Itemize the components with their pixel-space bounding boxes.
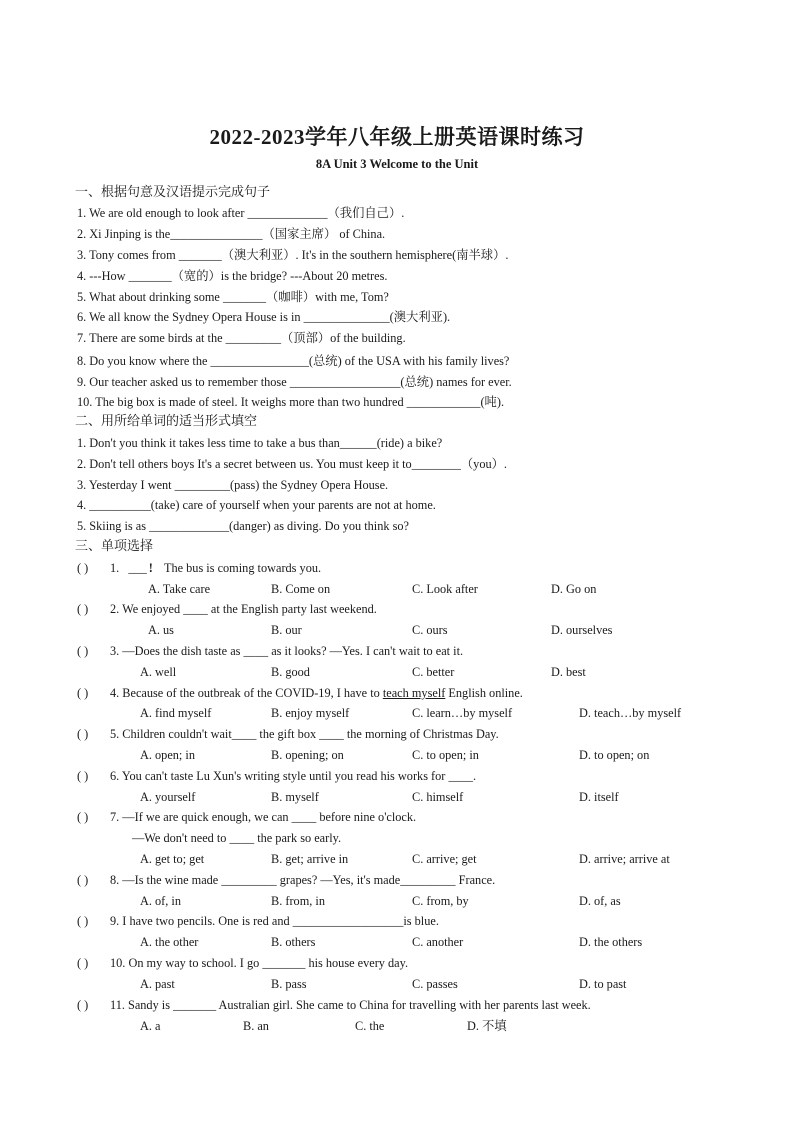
- q3-option-a: A. well: [140, 665, 177, 679]
- q10-option-b: B. pass: [271, 977, 307, 991]
- q11-option-d: D. 不填: [467, 1019, 507, 1033]
- q10-option-a: A. past: [140, 977, 175, 991]
- s2-item-1: 1. Don't you think it takes less time to take a bus than______(ride) a bike?: [77, 436, 443, 450]
- s1-item-6: 6. We all know the Sydney Opera House is in ______________(澳大利亚).: [77, 310, 451, 324]
- q4-option-d: D. teach…by myself: [579, 706, 682, 720]
- q10-answer-paren: ( ): [77, 956, 89, 970]
- q9-option-c: C. another: [412, 935, 464, 949]
- q4-text: [110, 685, 523, 701]
- s1-item-3: 3. Tony comes from _______（澳大利亚）. It's in the southern hemisphere(南半球）.: [77, 248, 509, 262]
- q4-post: English online.: [445, 686, 523, 700]
- s1-item-7: 7. There are some birds at the _________（顶部）of the building.: [77, 331, 406, 345]
- q3-option-b: B. good: [271, 665, 310, 679]
- q2-option-b: B. our: [271, 623, 302, 637]
- q11-option-b: B. an: [243, 1019, 269, 1033]
- section1-heading: 一、根据句意及汉语提示完成句子: [75, 185, 271, 200]
- q6-answer-paren: ( ): [77, 769, 89, 783]
- q5-option-b: B. opening; on: [271, 748, 344, 762]
- q4-options: [133, 705, 733, 721]
- q7-option-b: B. get; arrive in: [271, 852, 349, 866]
- q6-option-c: C. himself: [412, 790, 464, 804]
- q9-option-b: B. others: [271, 935, 316, 949]
- q7-option-a: A. get to; get: [140, 852, 205, 866]
- q5-options: [133, 747, 733, 763]
- s1-item-1: 1. We are old enough to look after _____________（我们自己）.: [77, 206, 405, 220]
- q11-option-a: A. a: [140, 1019, 161, 1033]
- q6-option-a: A. yourself: [140, 790, 196, 804]
- q7-option-d: D. arrive; arrive at: [579, 852, 670, 866]
- q8-answer-paren: ( ): [77, 873, 89, 887]
- q3-options: [133, 664, 733, 680]
- section3-heading: 三、单项选择: [75, 539, 154, 554]
- q8-option-a: A. of, in: [140, 894, 181, 908]
- q7-options: [133, 851, 733, 867]
- q6-options: [133, 789, 733, 805]
- q5-answer-paren: ( ): [77, 727, 89, 741]
- s2-item-4: 4. __________(take) care of yourself when your parents are not at home.: [77, 498, 436, 512]
- q9-answer-paren: ( ): [77, 914, 89, 928]
- q4-answer-paren: ( ): [77, 686, 89, 700]
- q4-option-c: C. learn…by myself: [412, 706, 513, 720]
- q7-continuation: —We don't need to ____ the park so early.: [132, 831, 342, 845]
- q7-text: 7. —If we are quick enough, we can ____ before nine o'clock.: [110, 810, 417, 824]
- q3-answer-paren: ( ): [77, 644, 89, 658]
- q9-option-d: D. the others: [579, 935, 643, 949]
- q5-option-a: A. open; in: [140, 748, 195, 762]
- q2-text: 2. We enjoyed ____ at the English party last weekend.: [110, 602, 377, 616]
- q4-option-a: A. find myself: [140, 706, 212, 720]
- q6-option-d: D. itself: [579, 790, 619, 804]
- s1-item-4: 4. ---How _______（宽的）is the bridge? ---About 20 metres.: [77, 269, 388, 283]
- q2-answer-paren: ( ): [77, 602, 89, 616]
- q1-exclaim: !: [148, 561, 153, 575]
- q1-option-d: D. Go on: [551, 582, 597, 596]
- q2-options: [133, 622, 733, 638]
- page-subtitle: 8A Unit 3 Welcome to the Unit: [315, 157, 479, 171]
- q11-options: [133, 1018, 733, 1034]
- s1-item-10: 10. The big box is made of steel. It weighs more than two hundred ____________(吨).: [77, 395, 505, 409]
- q1-option-b: B. Come on: [271, 582, 331, 596]
- q11-answer-paren: ( ): [77, 998, 89, 1012]
- q1-option-a: A. Take care: [148, 582, 211, 596]
- q1-options: [133, 581, 733, 597]
- q7-answer-paren: ( ): [77, 810, 89, 824]
- q3-option-c: C. better: [412, 665, 455, 679]
- s1-item-8: 8. Do you know where the ________________(总统) of the USA with his family lives?: [77, 354, 510, 368]
- s2-item-2: 2. Don't tell others boys It's a secret between us. You must keep it to________（you）.: [77, 457, 507, 471]
- q10-option-c: C. passes: [412, 977, 458, 991]
- q7-option-c: C. arrive; get: [412, 852, 477, 866]
- q9-text: 9. I have two pencils. One is red and __________________is blue.: [110, 914, 439, 928]
- q5-option-d: D. to open; on: [579, 748, 650, 762]
- s2-item-5: 5. Skiing is as _____________(danger) as diving. Do you think so?: [77, 519, 409, 533]
- q1-blank: ___: [128, 561, 147, 575]
- q8-option-b: B. from, in: [271, 894, 325, 908]
- q3-text: 3. —Does the dish taste as ____ as it looks? —Yes. I can't wait to eat it.: [110, 644, 464, 658]
- s1-item-2: 2. Xi Jinping is the_______________（国家主席） of China.: [77, 227, 386, 241]
- section2-heading: 二、用所给单词的适当形式填空: [75, 414, 258, 429]
- q11-text: 11. Sandy is _______ Australian girl. She came to China for travelling with her parents last week.: [110, 998, 591, 1012]
- q1-rest: The bus is coming towards you.: [163, 561, 322, 575]
- s1-item-5: 5. What about drinking some _______（咖啡）with me, Tom?: [77, 290, 389, 304]
- q6-option-b: B. myself: [271, 790, 319, 804]
- q10-options: [133, 976, 733, 992]
- page-title: 2022-2023学年八年级上册英语课时练习: [209, 125, 585, 149]
- q2-option-c: C. ours: [412, 623, 448, 637]
- q5-option-c: C. to open; in: [412, 748, 479, 762]
- q1-option-c: C. Look after: [412, 582, 478, 596]
- q10-option-d: D. to past: [579, 977, 627, 991]
- s1-item-9: 9. Our teacher asked us to remember those __________________(总统) names for ever.: [77, 375, 512, 389]
- q8-options: [133, 893, 733, 909]
- q9-options: [133, 934, 733, 950]
- q1-number: 1.: [110, 561, 120, 575]
- q6-text: 6. You can't taste Lu Xun's writing style until you read his works for ____.: [110, 769, 477, 783]
- q2-option-d: D. ourselves: [551, 623, 613, 637]
- q9-option-a: A. the other: [140, 935, 199, 949]
- q11-option-c: C. the: [355, 1019, 385, 1033]
- q8-option-c: C. from, by: [412, 894, 469, 908]
- q8-text: 8. —Is the wine made _________ grapes? —Yes, it's made_________ France.: [110, 873, 496, 887]
- q5-text: 5. Children couldn't wait____ the gift box ____ the morning of Christmas Day.: [110, 727, 499, 741]
- q3-option-d: D. best: [551, 665, 586, 679]
- q10-text: 10. On my way to school. I go _______ his house every day.: [110, 956, 409, 970]
- q4-option-b: B. enjoy myself: [271, 706, 350, 720]
- q1-answer-paren: ( ): [77, 561, 89, 575]
- q2-option-a: A. us: [148, 623, 174, 637]
- q4-pre: 4. Because of the outbreak of the COVID-19, I have to: [110, 686, 383, 700]
- q8-option-d: D. of, as: [579, 894, 621, 908]
- q4-underlined-phrase: teach myself: [382, 686, 446, 700]
- s2-item-3: 3. Yesterday I went _________(pass) the Sydney Opera House.: [77, 478, 389, 492]
- q1-text: [110, 560, 321, 576]
